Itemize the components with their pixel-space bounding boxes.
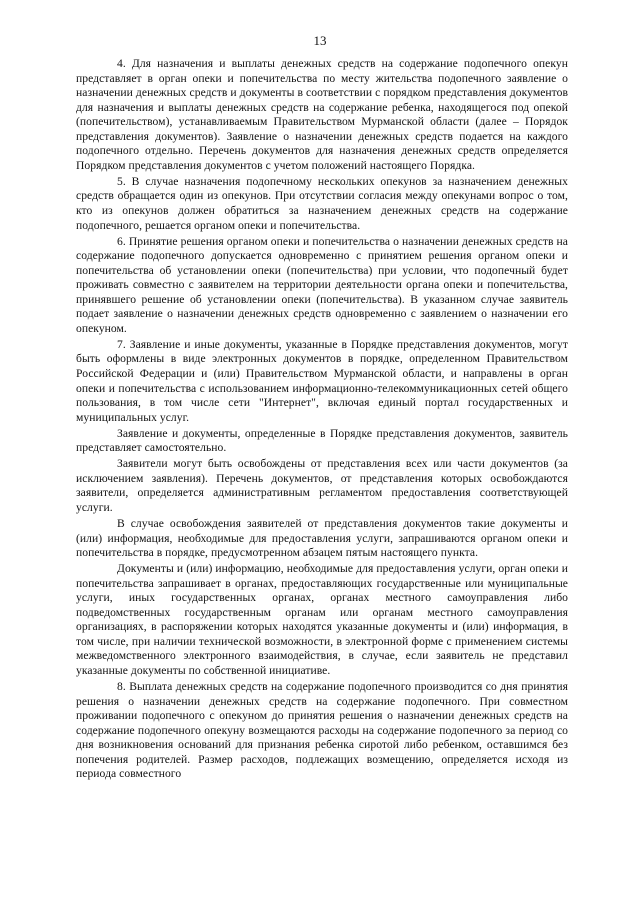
paragraph-item-6: 6. Принятие решения органом опеки и попечительства о назначении денежных средств на содержание подопечного допускается одновременно с принятием решения органом опеки и попечительства об установлении опеки (попечительства) при условии, что подопечный будет проживать совместно с заявителем на территории деятельности органа опеки и попечительства, принявшего решение об установлении опеки (попечительства). В указанном случае заявитель подает заявление о назначении денежных средств одновременно с заявлением о назначении его опекуном. [76,234,568,335]
paragraph-item-7-requested-documents: В случае освобождения заявителей от представления документов такие документы и (или) информация, необходимые для предоставления услуги, запрашиваются органом опеки и попечительства в порядке, предусмотренном абзацем пятым настоящего пункта. [76,516,568,560]
paragraph-item-7-exemption: Заявители могут быть освобождены от представления всех или части документов (за исключением заявления). Перечень документов, от представления которых освобождаются заявители, определяется административным регламентом предоставления соответствующей услуги. [76,457,568,514]
paragraph-item-7-self-submission: Заявление и документы, определенные в Порядке представления документов, заявитель представляет самостоятельно. [76,426,568,455]
paragraph-item-7-interagency-request: Документы и (или) информацию, необходимые для предоставления услуги, орган опеки и попечительства запрашивает в органах, предоставляющих государственные или муниципальные услуги, иных государственных органах, органах местного самоуправления либо подведомственных государственным органам или органам местного самоуправления организациях, в распоряжении которых находятся указанные документы и (или) информация, в том числе, при наличии технической возможности, в электронной форме с применением системы межведомственного электронного взаимодействия, в случае, если заявитель не представил указанные документы по собственной инициативе. [76,562,568,677]
paragraph-item-4: 4. Для назначения и выплаты денежных средств на содержание подопечного опекун представляет в орган опеки и попечительства по месту жительства подопечного заявление о назначении денежных средств и документы в соответствии с порядком представления документов для назначения и выплаты денежных средств на содержание ребенка, находящегося под опекой (попечительством), устанавливаемым Правительством Мурманской области (далее – Порядок представления документов). Заявление о назначении денежных средств подается на каждого подопечного отдельно. Перечень документов для назначения денежных средств определяется Порядком представления документов с учетом положений настоящего Порядка. [76,57,568,172]
paragraph-item-7: 7. Заявление и иные документы, указанные в Порядке представления документов, могут быть оформлены в виде электронных документов в порядке, определенном Правительством Российской Федерации и (или) Правительством Мурманской области, и направлены в орган опеки и попечительства с использованием информационно-телекоммуникационных сетей общего пользования, в том числе сети "Интернет", включая единый портал государственных и муниципальных услуг. [76,337,568,424]
page-number: 13 [313,33,327,48]
paragraph-item-8: 8. Выплата денежных средств на содержание подопечного производится со дня принятия решения о назначении денежных средств на содержание подопечного. При совместном проживании подопечного с опекуном до принятия решения о назначении денежных средств на содержание подопечного опекуну возмещаются расходы на содержание подопечного за период со дня возникновения оснований для признания ребенка сиротой либо ребенком, оставшимся без попечения родителей. Размер расходов, подлежащих возмещению, определяется исходя из периода совместного [76,679,568,781]
paragraph-item-5: 5. В случае назначения подопечному нескольких опекунов за назначением денежных средств обращается один из опекунов. При отсутствии согласия между опекунами вопрос о том, кто из опекунов должен обратиться за назначением денежных средств на содержание подопечного, решается органом опеки и попечительства. [76,174,568,232]
document-body [76,57,568,782]
